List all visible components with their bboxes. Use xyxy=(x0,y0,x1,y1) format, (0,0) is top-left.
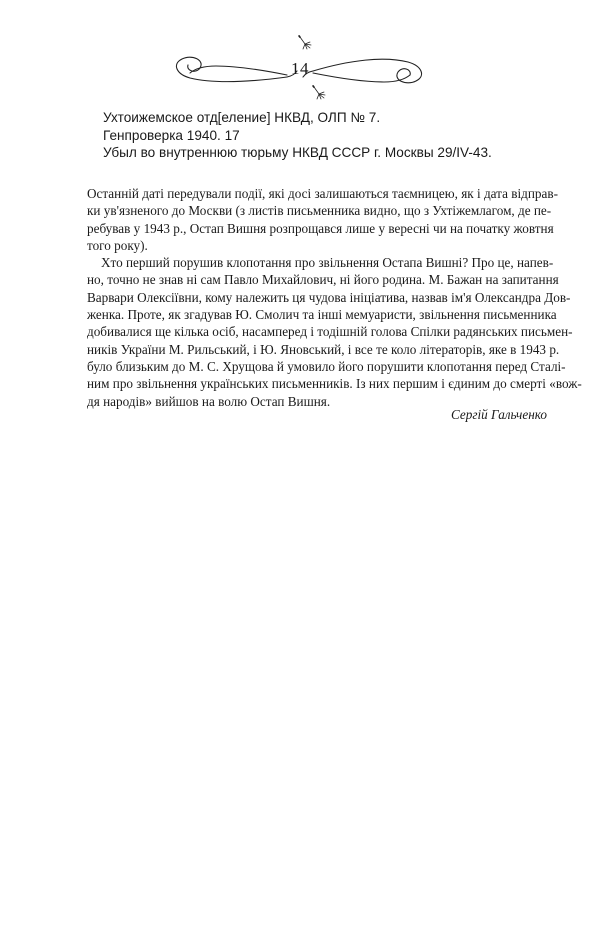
text-line: дя народів» вийшов на волю Остап Вишня. xyxy=(87,393,331,409)
text-line: ників України М. Рильський, і Ю. Яновський, і все те коло літераторів, яке в 1943 р. xyxy=(87,341,560,357)
text-line: но, точно не знав ні сам Павло Михайлович, ні його родина. М. Бажан на запитання xyxy=(87,272,559,288)
text-line: було близьким до М. С. Хрущова й умовило його порушити клопотання перед Сталі- xyxy=(87,358,566,374)
quote-line: Ухтоижемское отд[еление] НКВД, ОЛП № 7. xyxy=(103,110,381,125)
page-header xyxy=(0,30,600,100)
author-signature: Сергій Гальченко xyxy=(451,407,547,422)
text-line: ним про звільнення українських письменників. Із них першим і єдиним до смерті «вож- xyxy=(87,376,582,392)
quote-line: Убыл во внутреннюю тюрьму НКВД СССР г. Москвы 29/IV-43. xyxy=(103,145,492,160)
body-text xyxy=(87,185,582,410)
page-number: 14 xyxy=(291,59,309,78)
text-line: ребував у 1943 р., Остап Вишня розпрощався лише у вересні чи на початку жовтня xyxy=(87,220,554,236)
archive-quote-block xyxy=(103,109,563,162)
text-line: женка. Проте, як згадував Ю. Смолич та інші мемуаристи, звільнення письменника xyxy=(87,307,557,323)
text-line: ки ув'язненого до Москви (з листів письменника видно, що з Ухтіжемлагом, де пе- xyxy=(87,203,552,219)
paragraph-2 xyxy=(87,254,582,410)
text-line: Останній даті передували події, які досі залишаються таємницею, як і дата відправ- xyxy=(87,186,558,201)
text-line: Варвари Олексіївни, кому належить ця чудова ініціатива, назвав ім'я Олександра Дов- xyxy=(87,289,571,305)
text-line: Хто перший порушив клопотання про звільнення Остапа Вишні? Про це, напев- xyxy=(101,255,554,271)
quote-line: Генпроверка 1940. 17 xyxy=(103,127,240,143)
paragraph-1 xyxy=(87,185,558,254)
text-line: добивалися ще кілька осіб, насамперед і тодішній голова Спілки радянських письмен- xyxy=(87,324,573,340)
text-line: того року). xyxy=(87,237,148,253)
